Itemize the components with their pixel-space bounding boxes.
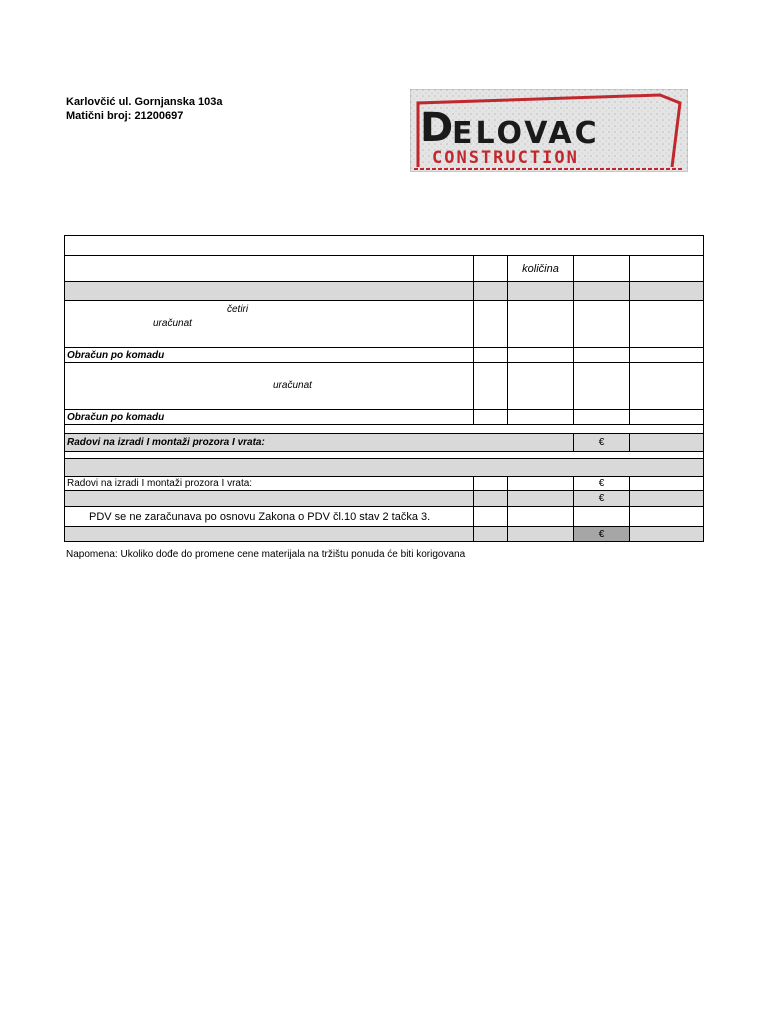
table-shaded-row — [65, 459, 704, 477]
company-logo — [410, 89, 688, 172]
calc-per-piece-label: Obračun po komadu — [65, 410, 474, 425]
total-row — [65, 527, 704, 542]
table-row — [65, 491, 704, 507]
table-row — [65, 282, 704, 301]
summary-label: Radovi na izradi I montaži prozora I vrata: — [65, 477, 474, 491]
logo-mark: D — [420, 105, 454, 151]
summary-row — [65, 477, 704, 491]
company-reg-number: Matični broj: 21200697 — [66, 110, 184, 122]
item1-text-1: četiri — [227, 304, 249, 315]
item1-text-2: uračunat — [153, 318, 192, 329]
subtotal-currency: € — [574, 434, 630, 452]
logo-subtitle: CONSTRUCTION — [432, 148, 579, 168]
table-spacer-row — [65, 452, 704, 459]
table-row-item-1 — [65, 301, 704, 348]
calc-per-piece-label: Obračun po komadu — [65, 348, 474, 363]
quantity-header: količina — [508, 256, 574, 282]
summary-currency: € — [574, 491, 630, 507]
price-change-note: Napomena: Ukoliko dođe do promene cene materijala na tržištu ponuda će biti korigovana — [66, 549, 466, 560]
summary-currency: € — [574, 477, 630, 491]
vat-row — [65, 507, 704, 527]
table-row-item-2 — [65, 363, 704, 410]
vat-note: PDV se ne zaračunava po osnovu Zakona o PDV čl.10 stav 2 tačka 3. — [65, 507, 474, 527]
total-currency: € — [574, 527, 630, 542]
company-info — [66, 95, 223, 123]
item2-text: uračunat — [273, 380, 312, 391]
offer-table — [64, 235, 704, 542]
table-spacer-row — [65, 425, 704, 434]
table-header-row — [65, 256, 704, 282]
table-row-calc-1 — [65, 348, 704, 363]
subtotal-row — [65, 434, 704, 452]
table-title-row — [65, 236, 704, 256]
logo-title: ELOVAC — [452, 116, 600, 151]
subtotal-label: Radovi na izradi I montaži prozora I vrata: — [65, 434, 574, 452]
table-row-calc-2 — [65, 410, 704, 425]
company-address: Karlovčić ul. Gornjanska 103a — [66, 96, 223, 108]
